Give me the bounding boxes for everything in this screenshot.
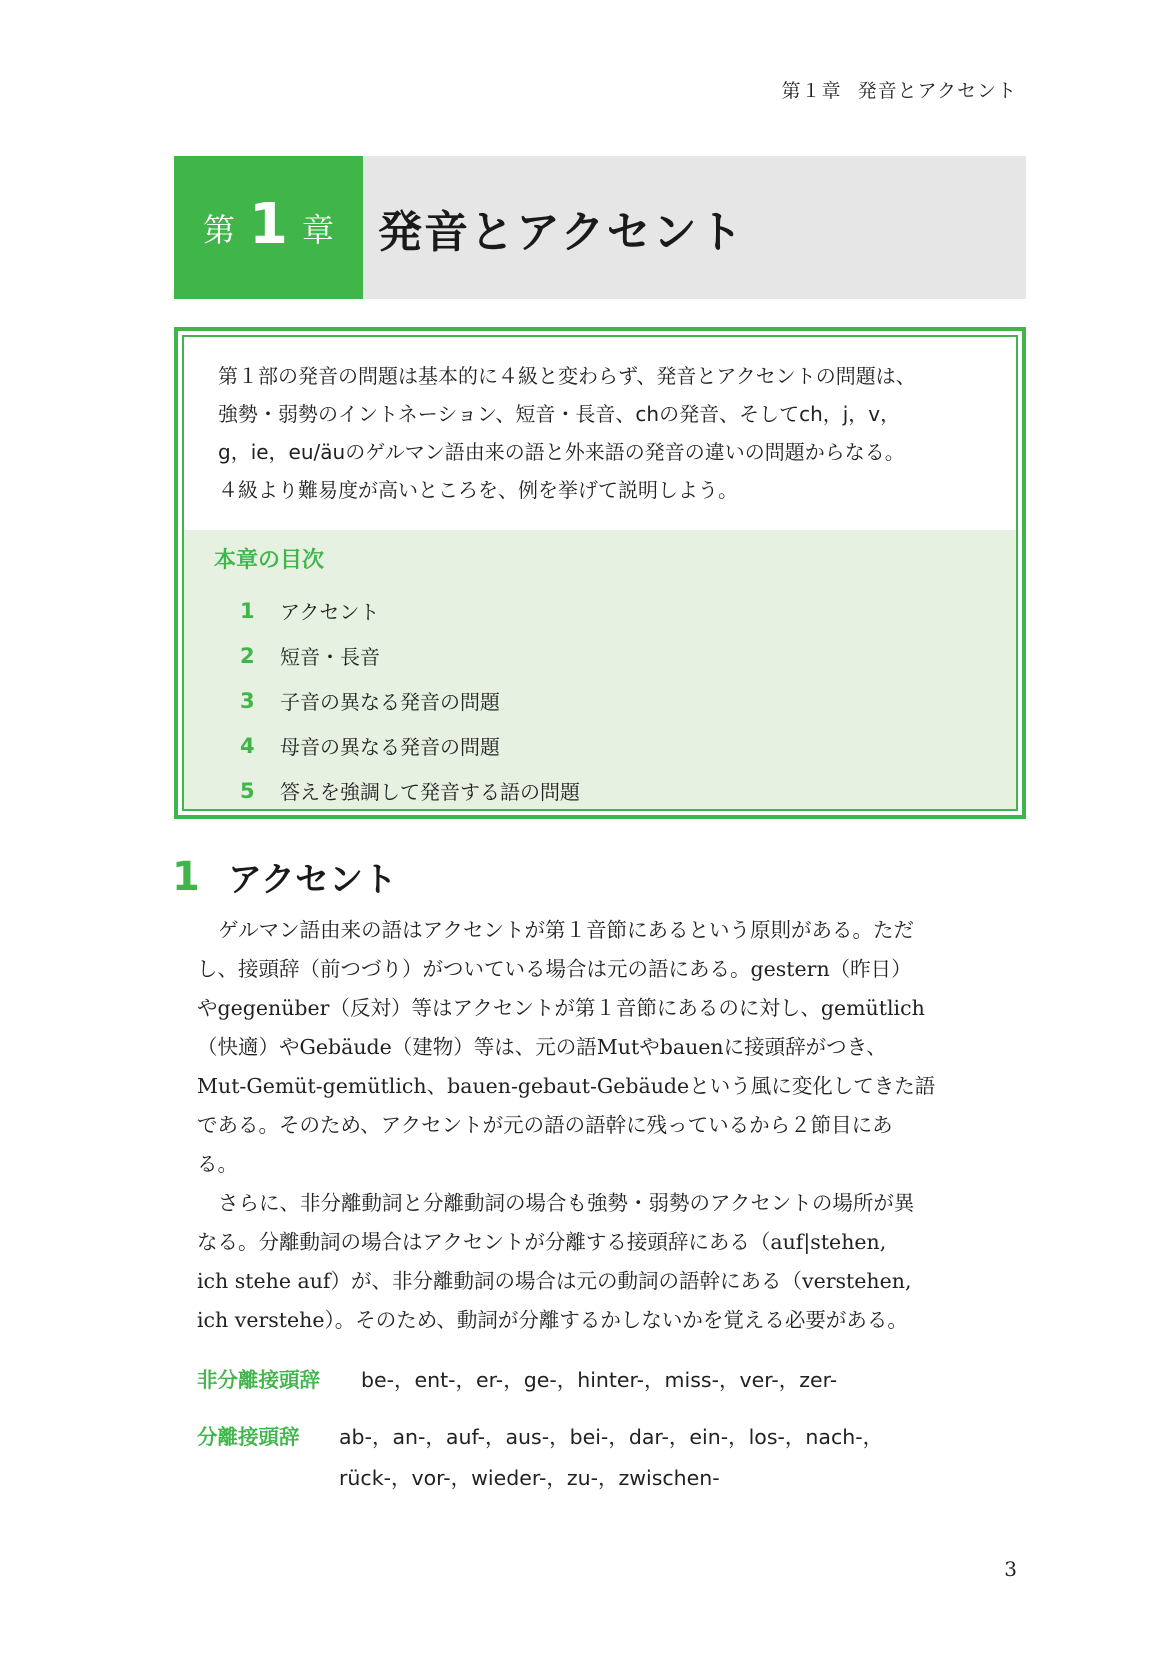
toc-item (240, 678, 580, 723)
inseparable-prefix-list: be-，ent-，er-，ge-，hinter-，miss-，ver-，zer- (361, 1368, 838, 1392)
chapter-title: 発音とアクセント (378, 206, 745, 258)
chapter-banner (174, 156, 1026, 299)
body-text (197, 911, 1029, 1340)
intro-text (218, 357, 986, 509)
inseparable-prefix-label: 非分離接頭辞 (197, 1368, 320, 1392)
intro-line: 第１部の発音の問題は基本的に４級と変わらず、発音とアクセントの問題は、 (218, 364, 916, 388)
separable-prefix-list (339, 1417, 883, 1499)
intro-line: 強勢・弱勢のイントネーション、短音・長音、chの発音、そしてch，j，v， (218, 402, 901, 426)
body-line: なる。分離動詞の場合はアクセントが分離する接頭辞にある（auf|stehen, (197, 1230, 887, 1254)
toc-heading: 本章の目次 (214, 548, 325, 573)
intro-box (174, 327, 1026, 819)
intro-line: g，ie，eu/äuのゲルマン語由来の語と外来語の発音の違いの問題からなる。 (218, 440, 905, 464)
chapter-number-tab (174, 156, 363, 299)
toc-item-label: 短音・長音 (280, 645, 380, 669)
toc-item-number: 4 (240, 733, 255, 758)
toc-item (240, 768, 580, 811)
toc-item (240, 723, 580, 768)
running-head-title: 発音とアクセント (857, 80, 1017, 102)
separable-prefix-line: ab-，an-，auf-，aus-，bei-，dar-，ein-，los-，nach-， (339, 1425, 884, 1449)
body-line: ich stehe auf）が、非分離動詞の場合は元の動詞の語幹にある（verstehen, (197, 1269, 912, 1293)
toc-item-number: 1 (240, 598, 255, 623)
body-line: る。 (197, 1152, 238, 1176)
running-head-chapter: 第１章 (781, 80, 842, 102)
section-number: 1 (172, 853, 200, 900)
toc-item-label: 子音の異なる発音の問題 (280, 690, 500, 714)
toc-item-number: 2 (240, 643, 255, 668)
table-of-contents (184, 530, 1016, 809)
body-line: である。そのため、アクセントが元の語の語幹に残っているから２節目にあ (197, 1113, 893, 1137)
chapter-suffix: 章 (301, 210, 334, 249)
toc-item-label: 答えを強調して発音する語の問題 (280, 780, 580, 804)
body-line: ich verstehe）。そのため、動詞が分離するかしないかを覚える必要がある。 (197, 1308, 908, 1332)
body-line: ゲルマン語由来の語はアクセントが第１音節にあるという原則がある。ただ (218, 918, 914, 942)
toc-item-label: 母音の異なる発音の問題 (280, 735, 500, 759)
separable-prefix-line: rück-，vor-，wieder-，zu-，zwischen- (339, 1466, 720, 1490)
running-head (782, 76, 1017, 103)
section-heading (172, 852, 397, 901)
page-number: 3 (1004, 1557, 1017, 1581)
inseparable-prefix-row (197, 1360, 837, 1401)
section-title: アクセント (228, 860, 397, 900)
toc-item-number: 3 (240, 688, 255, 713)
separable-prefix-label: 分離接頭辞 (197, 1425, 300, 1449)
body-line: Mut-Gemüt-gemütlich、bauen-gebaut-Gebäudeという風に変化してきた語 (197, 1074, 936, 1098)
toc-item-number: 5 (240, 778, 255, 803)
toc-item-label: アクセント (280, 600, 380, 624)
chapter-number: 1 (249, 192, 288, 257)
separable-prefix-row (197, 1417, 883, 1499)
toc-item (240, 633, 580, 678)
intro-line: ４級より難易度が高いところを、例を挙げて説明しよう。 (218, 478, 738, 502)
body-line: やgegenüber（反対）等はアクセントが第１音節にあるのに対し、gemütlich (197, 996, 925, 1020)
toc-list (240, 588, 580, 811)
body-line: さらに、非分離動詞と分離動詞の場合も強勢・弱勢のアクセントの場所が異 (218, 1191, 915, 1215)
intro-inner-frame (182, 335, 1018, 811)
body-line: （快適）やGebäude（建物）等は、元の語Mutやbauenに接頭辞がつき、 (197, 1035, 887, 1059)
chapter-prefix: 第 (203, 210, 236, 249)
toc-item (240, 588, 580, 633)
body-line: し、接頭辞（前つづり）がついている場合は元の語にある。gestern（昨日） (197, 957, 912, 981)
